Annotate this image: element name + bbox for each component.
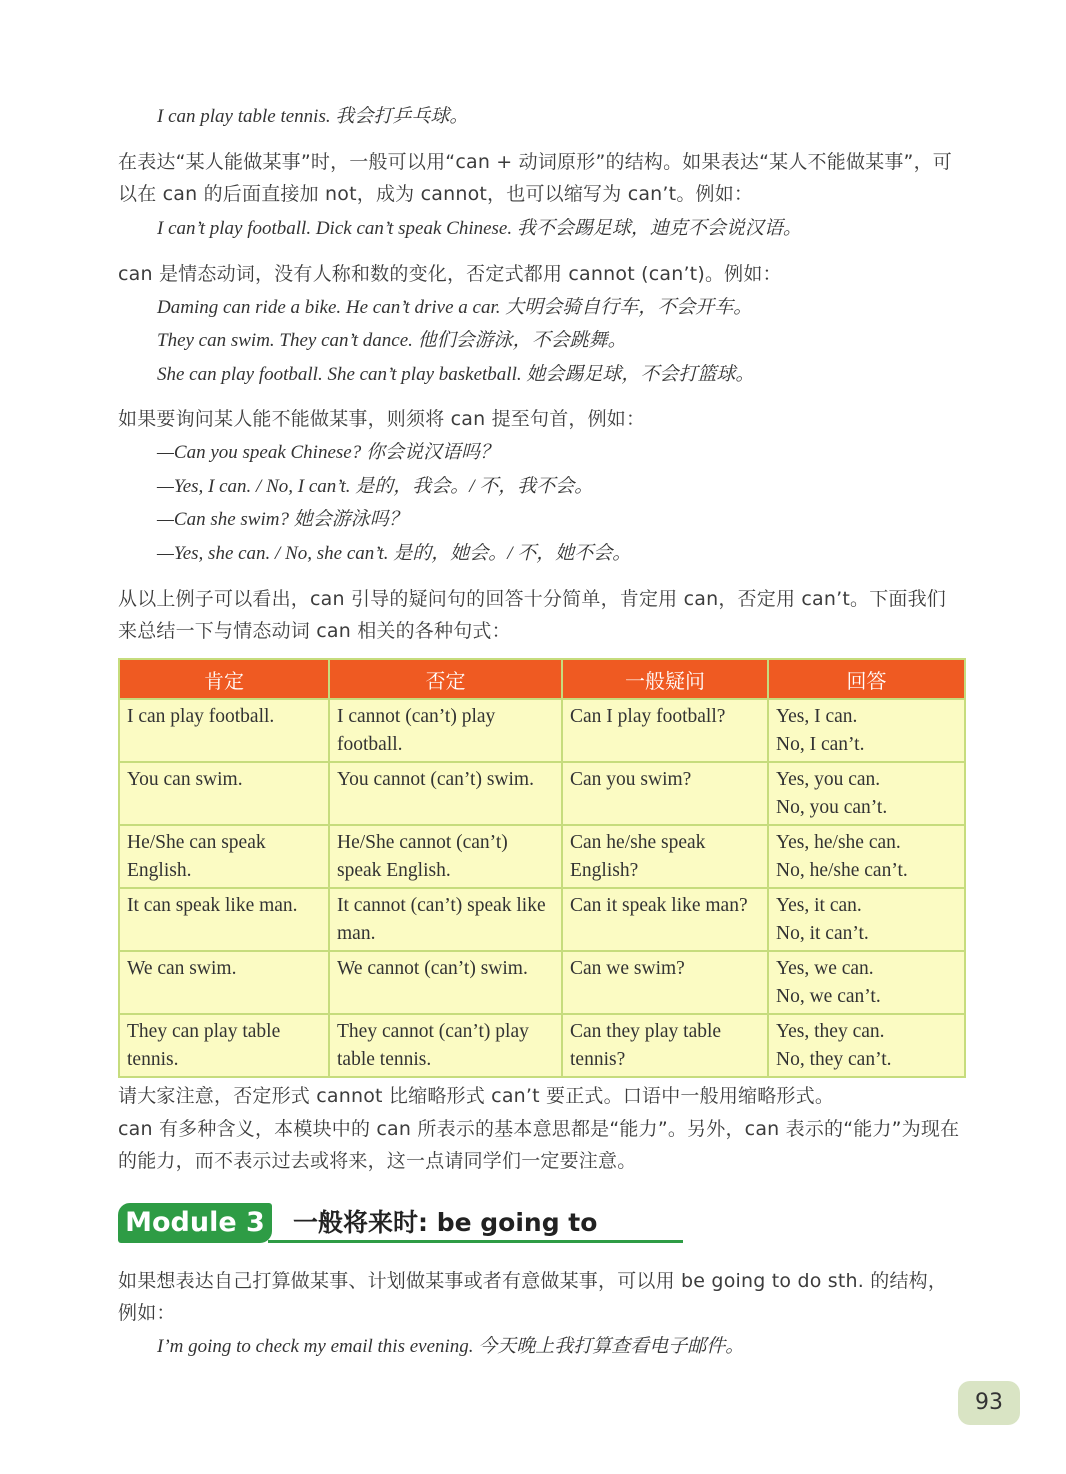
answer-yes: Yes, we can.	[776, 958, 874, 979]
answer-no: No, you can’t.	[776, 797, 888, 818]
module-title: 一般将来时: be going to	[293, 1208, 598, 1237]
paragraph-question-form: 如果要询问某人能不能做某事，则须将 can 提至句首，例如：	[118, 408, 646, 430]
paragraph-modal-verb: can 是情态动词，没有人称和数的变化，否定式都用 cannot (can’t)。例如：	[118, 263, 782, 285]
table-cell: I cannot (can’t) play football.	[329, 699, 562, 762]
answer-no: No, he/she can’t.	[776, 860, 908, 881]
table-cell: Can they play table tennis?	[562, 1014, 768, 1077]
header-question: 一般疑问	[562, 659, 768, 699]
table-row	[119, 888, 965, 951]
example-sentence: I’m going to check my email this evening. 今天晚上我打算查看电子邮件。	[157, 1336, 745, 1357]
dialogue-line: —Yes, I can. / No, I can’t. 是的，我会。/ 不，我不会。	[157, 476, 594, 497]
paragraph-be-going-to: 如果想表达自己打算做某事、计划做某事或者有意做某事，可以用 be going to do sth. 的结构，例如：	[118, 1270, 948, 1324]
table-cell: Can you swim?	[562, 762, 768, 825]
table-cell: It can speak like man.	[119, 888, 329, 951]
header-negative: 否定	[329, 659, 562, 699]
table-row	[119, 1014, 965, 1077]
table-row	[119, 762, 965, 825]
table-cell-answer	[768, 762, 965, 825]
header-affirmative: 肯定	[119, 659, 329, 699]
table-cell: Can it speak like man?	[562, 888, 768, 951]
table-cell: We can swim.	[119, 951, 329, 1014]
table-cell: We cannot (can’t) swim.	[329, 951, 562, 1014]
answer-yes: Yes, he/she can.	[776, 832, 901, 853]
example-sentence: She can play football. She can’t play basketball. 她会踢足球，不会打篮球。	[157, 364, 755, 385]
table-cell-answer	[768, 825, 965, 888]
table-row	[119, 951, 965, 1014]
table-cell: They can play table tennis.	[119, 1014, 329, 1077]
dialogue-line: —Can she swim? 她会游泳吗？	[157, 509, 408, 530]
paragraph-note-formal: 请大家注意，否定形式 cannot 比缩略形式 can’t 要正式。口语中一般用缩略形式。	[118, 1085, 835, 1107]
table-header-row	[119, 659, 965, 699]
table-cell: They cannot (can’t) play table tennis.	[329, 1014, 562, 1077]
table-cell: Can we swim?	[562, 951, 768, 1014]
table-row	[119, 699, 965, 762]
module-banner	[118, 1203, 683, 1245]
table-row	[119, 825, 965, 888]
answer-no: No, they can’t.	[776, 1049, 892, 1070]
can-sentence-table	[118, 658, 966, 1078]
example-sentence: Daming can ride a bike. He can’t drive a car. 大明会骑自行车，不会开车。	[157, 297, 753, 318]
answer-yes: Yes, they can.	[776, 1021, 885, 1042]
table-cell: Can he/she speak English?	[562, 825, 768, 888]
paragraph-can-meaning: can 有多种含义，本模块中的 can 所表示的基本意思都是“能力”。另外，can 表示的“能力”为现在的能力，而不表示过去或将来，这一点请同学们一定要注意。	[118, 1118, 960, 1172]
table-cell: It cannot (can’t) speak like man.	[329, 888, 562, 951]
table-cell: You cannot (can’t) swim.	[329, 762, 562, 825]
paragraph-summary-intro: 从以上例子可以看出，can 引导的疑问句的回答十分简单，肯定用 can，否定用 can’t。下面我们来总结一下与情态动词 can 相关的各种句式：	[118, 588, 947, 642]
table-cell: Can I play football?	[562, 699, 768, 762]
answer-yes: Yes, I can.	[776, 706, 858, 727]
example-sentence: I can play table tennis. 我会打乒乓球。	[157, 106, 469, 127]
example-sentence: I can’t play football. Dick can’t speak Chinese. 我不会踢足球，迪克不会说汉语。	[157, 218, 802, 239]
module-badge: Module 3	[118, 1203, 272, 1243]
table-cell: He/She cannot (can’t) speak English.	[329, 825, 562, 888]
table-cell-answer	[768, 1014, 965, 1077]
table-cell: He/She can speak English.	[119, 825, 329, 888]
dialogue-line: —Yes, she can. / No, she can’t. 是的，她会。/ 不，她不会。	[157, 543, 632, 564]
answer-yes: Yes, you can.	[776, 769, 881, 790]
table-cell: You can swim.	[119, 762, 329, 825]
example-sentence: They can swim. They can’t dance. 他们会游泳，不会跳舞。	[157, 330, 627, 351]
answer-no: No, we can’t.	[776, 986, 881, 1007]
table-cell-answer	[768, 888, 965, 951]
answer-no: No, it can’t.	[776, 923, 869, 944]
answer-no: No, I can’t.	[776, 734, 865, 755]
page-number: 93	[958, 1381, 1020, 1425]
header-answer: 回答	[768, 659, 965, 699]
table-cell-answer	[768, 951, 965, 1014]
answer-yes: Yes, it can.	[776, 895, 862, 916]
table-cell: I can play football.	[119, 699, 329, 762]
dialogue-line: —Can you speak Chinese? 你会说汉语吗？	[157, 442, 499, 463]
paragraph-can-usage: 在表达“某人能做某事”时，一般可以用“can + 动词原形”的结构。如果表达“某人不能做某事”，可以在 can 的后面直接加 not，成为 cannot，也可以缩写为 can’t。例如：	[118, 151, 952, 205]
table-cell-answer	[768, 699, 965, 762]
